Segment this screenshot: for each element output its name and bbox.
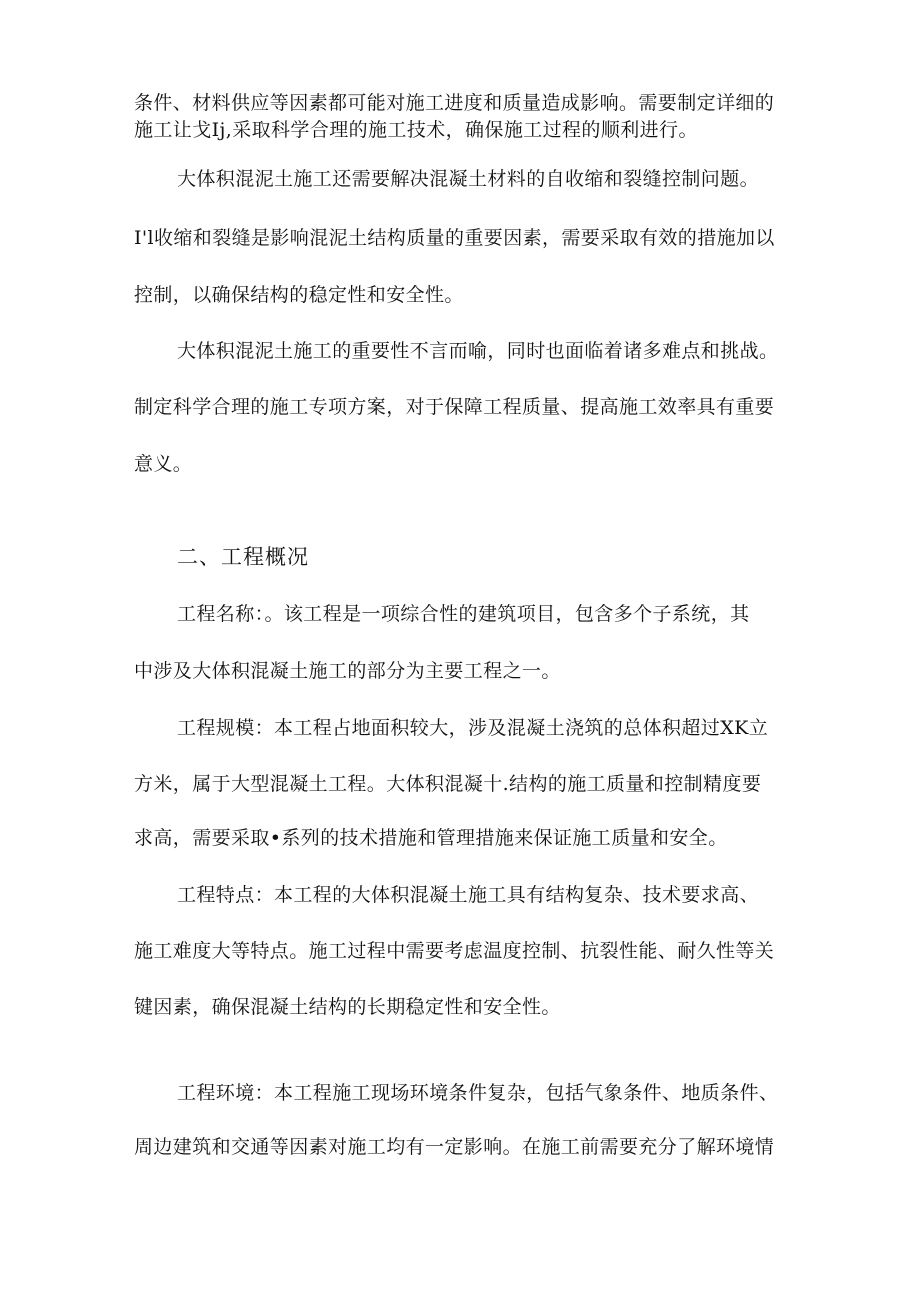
paragraph-line: 键因素，确保混凝土结构的长期稳定性和安全性。 bbox=[134, 996, 561, 1018]
paragraph-line: 控制，以确保结构的稳定性和安全性。 bbox=[134, 284, 464, 306]
paragraph-line: 工程名称：。该工程是一项综合性的建筑项目，包含多个子系统，其 bbox=[177, 603, 750, 625]
paragraph-line: 工程环境：本工程施工现场环境条件复杂，包括气象条件、地质条件、 bbox=[177, 1082, 779, 1104]
paragraph-line: 意义。 bbox=[134, 453, 193, 475]
paragraph-line: 中涉及大体积混凝土施工的部分为主要工程之一。 bbox=[134, 660, 561, 682]
paragraph-line: 求高，需要采取•系列的技术措施和管理措施来保证施工质量和安全。 bbox=[134, 827, 728, 849]
paragraph-line: I'l收缩和裂缝是影响混泥土结构质量的重要因素，需要采取有效的措施加以 bbox=[134, 227, 775, 249]
section-heading: 二、工程概况 bbox=[177, 545, 309, 569]
paragraph-line: 大体积混泥土施工的重要性不言而喻，同时也面临着诸多难点和挑战。 bbox=[177, 340, 779, 362]
paragraph-line: 工程规模：本工程占地面积较大，涉及混凝土浇筑的总体积超过XK立 bbox=[177, 717, 769, 739]
paragraph-line: 周边建筑和交通等因素对施工均有一定影响。在施工前需要充分了解环境情 bbox=[134, 1136, 775, 1158]
paragraph-line: 制定科学合理的施工专项方案，对于保障工程质量、提高施工效率具有重要 bbox=[134, 396, 775, 418]
paragraph-line: 施工难度大等特点。施工过程中需要考虑温度控制、抗裂性能、耐久性等关 bbox=[134, 940, 775, 962]
paragraph-line: 工程特点：本工程的大体积混凝土施工具有结构复杂、技术要求高、 bbox=[177, 884, 760, 906]
paragraph-line: 条件、材料供应等因素都可能对施工进度和质量造成影响。需要制定详细的 bbox=[134, 92, 775, 114]
paragraph-line: 方米，属于大型混凝土工程。大体积混凝十.结构的施工质量和控制精度要 bbox=[134, 773, 762, 795]
paragraph-line: 施工让戈Ij,采取科学合理的施工技术，确保施工过程的顺利进行。 bbox=[134, 119, 698, 141]
paragraph-line: 大体积混泥土施工还需要解决混凝土材料的自收缩和裂缝控制问题。 bbox=[177, 168, 760, 190]
